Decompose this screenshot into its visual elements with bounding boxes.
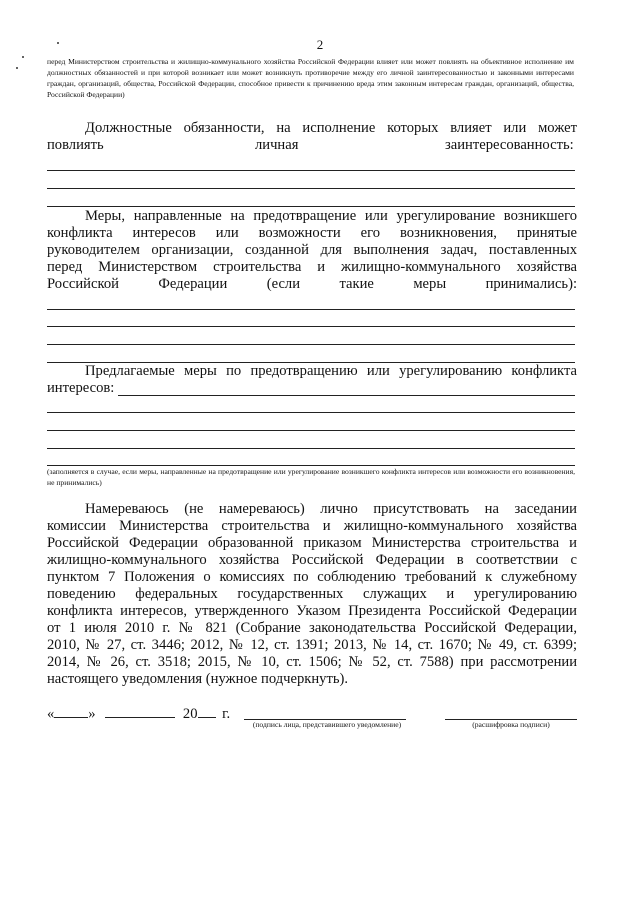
section2-line4: перед Министерством строительства и жилищно-коммунального хозяйства bbox=[47, 259, 577, 275]
middle-note: (заполняется в случае, если меры, направленные на предотвращение или урегулирование возникшего конфликта интересов или возможности его возникновения, не принимались) bbox=[47, 467, 575, 487]
date-line bbox=[47, 706, 230, 723]
scan-speck bbox=[16, 67, 18, 69]
section4-line3: Российской Федерации образованной приказом Министерства строительства и bbox=[47, 535, 577, 551]
section3-line2: интересов: bbox=[47, 380, 115, 396]
blank-line[interactable] bbox=[47, 326, 575, 327]
blank-line[interactable] bbox=[47, 430, 575, 431]
date-year-suffix: г. bbox=[222, 706, 231, 722]
section4-line6: поведению федеральных государственных служащих и урегулированию bbox=[47, 586, 577, 602]
blank-line[interactable] bbox=[47, 309, 575, 310]
blank-line[interactable] bbox=[47, 344, 575, 345]
date-close-quote: » bbox=[88, 706, 96, 722]
date-month-field[interactable] bbox=[105, 717, 175, 718]
date-year-prefix: 20 bbox=[182, 706, 198, 722]
section1-line1: Должностные обязанности, на исполнение которых влияет или может bbox=[85, 120, 577, 136]
scan-speck bbox=[57, 42, 59, 44]
blank-line[interactable] bbox=[47, 412, 575, 413]
section1-line2-b: личная bbox=[255, 137, 299, 153]
section2-line1: Меры, направленные на предотвращение или урегулирование возникшего bbox=[85, 208, 577, 224]
section1-line2-a: повлиять bbox=[47, 137, 104, 153]
section2-line3: руководителем организации, созданной для выполнения задач, поставленных bbox=[47, 242, 577, 258]
section1-line2-c: заинтересованность: bbox=[445, 137, 574, 153]
signature-caption: (подпись лица, представившего уведомление) bbox=[252, 720, 402, 729]
section4-line9: 2010, № 27, ст. 3446; 2012, № 12, ст. 1391; 2013, № 14, ст. 1670; № 49, ст. 6399; bbox=[47, 637, 577, 653]
page-number: 2 bbox=[316, 37, 324, 52]
blank-line[interactable] bbox=[47, 170, 575, 171]
section3-line1: Предлагаемые меры по предотвращению или урегулированию конфликта bbox=[85, 363, 577, 379]
blank-line[interactable] bbox=[47, 188, 575, 189]
section4-line5: пунктом 7 Положения о комиссиях по соблюдению требований к служебному bbox=[47, 569, 577, 585]
section2-line2: конфликта интересов или возможности его возникновения, принятые bbox=[47, 225, 577, 241]
blank-line[interactable] bbox=[47, 448, 575, 449]
section4-line2: комиссии Министерства строительства и жилищно-коммунального хозяйства bbox=[47, 518, 577, 534]
blank-line[interactable] bbox=[47, 206, 575, 207]
date-year-field[interactable] bbox=[198, 717, 216, 718]
section4-line4: жилищно-коммунального хозяйства Российской Федерации в соответствии с bbox=[47, 552, 577, 568]
date-day-field[interactable] bbox=[54, 717, 88, 718]
blank-line[interactable] bbox=[118, 395, 575, 396]
date-open-quote: « bbox=[47, 706, 55, 722]
scan-speck bbox=[22, 56, 24, 58]
section4-line7: конфликта интересов, утвержденного Указом Президента Российской Федерации bbox=[47, 603, 577, 619]
decode-caption: (расшифровка подписи) bbox=[472, 720, 550, 729]
section4-line1: Намереваюсь (не намереваюсь) лично присутствовать на заседании bbox=[85, 501, 577, 517]
section2-line5: Российской Федерации (если такие меры принимались): bbox=[47, 276, 577, 292]
section4-line10: 2014, № 26, ст. 3518; 2015, № 10, ст. 1506; № 52, ст. 7588) при рассмотрении bbox=[47, 654, 577, 670]
top-note: перед Министерством строительства и жилищно-коммунального хозяйства Российской Федерации влияет или может повлиять на объективное исполнение им должностных обязанностей и при которой возникает или может возникнуть противоречие между его личной заинтересованностью и законными интересами граждан, организаций, общества, Российской Федерации, способное привести к причинению вреда этим законным интересам граждан, организаций, общества, Российской Федерации) bbox=[47, 57, 574, 99]
section4-line8: от 1 июля 2010 г. № 821 (Собрание законодательства Российской Федерации, bbox=[47, 620, 577, 636]
section4-last-line: настоящего уведомления (нужное подчеркнуть). bbox=[47, 671, 349, 687]
